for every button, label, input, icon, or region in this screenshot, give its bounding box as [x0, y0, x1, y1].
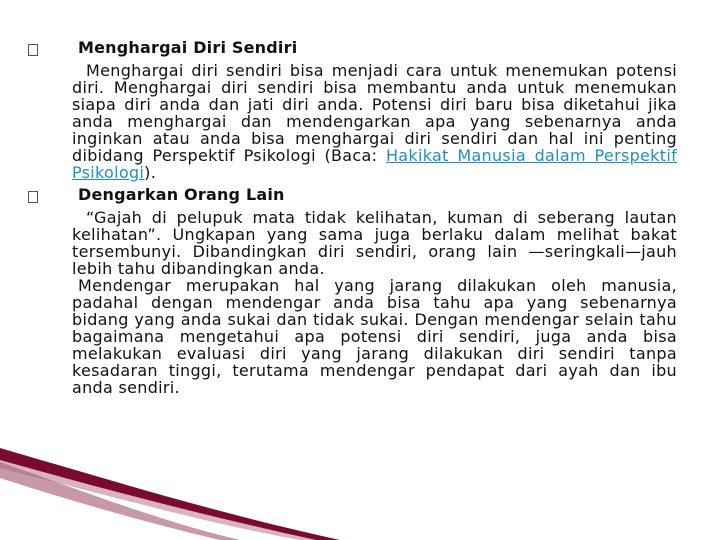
section-heading-row: [28, 185, 678, 209]
section-heading: Dengarkan Orang Lain: [78, 185, 285, 204]
section-paragraph: [72, 209, 677, 277]
paragraph-text: Mendengar merupakan hal yang jarang dilakukan oleh manusia, padahal dengan mendengar anda bisa tahu apa yang sebenarnya bidang yang anda sukai dan tidak sukai. Dengan mendengar selain tahu bagaimana mengetahui apa potensi diri sendiri, juga anda bisa melakukan evaluasi diri yang jarang dilakukan diri sendiri tanpa kesadaran tinggi, terutama mendengar pendapat dari ayah dan ibu anda sendiri.: [72, 276, 677, 397]
paragraph-text: “Gajah di pelupuk mata tidak kelihatan, kuman di seberang lautan kelihatan”. Ungkapan yang sama juga berlaku dalam melihat bakat tersembunyi. Dibandingkan diri sendiri, orang lain —seringkali—jauh lebih tahu dibandingkan anda.: [72, 208, 677, 278]
paragraph-text: ).: [144, 163, 157, 182]
section-heading-row: [28, 38, 678, 62]
article-link[interactable]: Hakikat Manusia dalam Perspektif Psikologi: [72, 146, 677, 182]
section-paragraph: [72, 277, 677, 396]
paragraph-text: Menghargai diri sendiri bisa menjadi cara untuk menemukan potensi diri. Menghargai diri sendiri bisa membantu anda untuk menemukan siapa diri anda dan jati diri anda. Potensi diri baru bisa diketahui jika anda menghargai dan mendengarkan apa yang sebenarnya anda inginkan atau anda bisa menghargai diri sendiri dan hal ini penting dibidang Perspektif Psikologi (Baca:: [72, 61, 677, 165]
bullet-box-icon: [28, 44, 38, 56]
slide-content: [28, 38, 678, 396]
decorative-swoosh: [0, 440, 720, 540]
bullet-box-icon: [28, 191, 38, 203]
section-paragraph: [72, 62, 677, 181]
section-heading: Menghargai Diri Sendiri: [78, 38, 298, 57]
